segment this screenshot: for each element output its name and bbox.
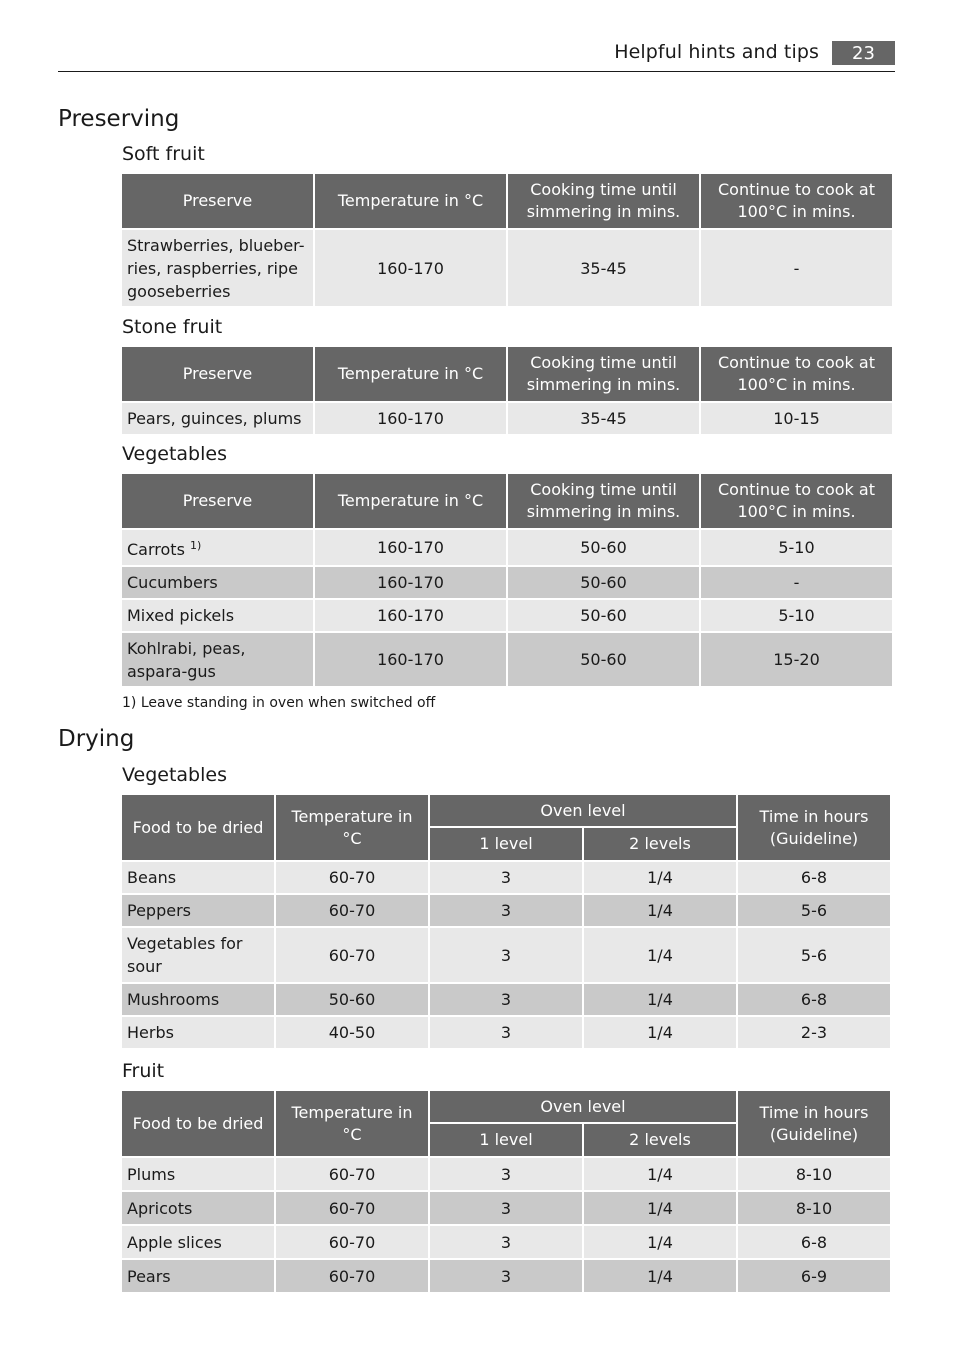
stone-fruit-table	[120, 345, 894, 436]
cell-temperature: 160-170	[315, 530, 506, 565]
table-row	[122, 567, 892, 598]
cell-temperature: 60-70	[276, 895, 428, 926]
cell-temperature: 160-170	[315, 633, 506, 686]
cell-cooking-time: 50-60	[508, 567, 699, 598]
cell-2-levels: 1/4	[584, 984, 736, 1015]
cell-food: Plums	[122, 1158, 274, 1190]
table-row	[122, 1017, 890, 1048]
col-header-preserve: Preserve	[122, 174, 313, 228]
cell-food: Apricots	[122, 1192, 274, 1224]
section-title-preserving: Preserving	[58, 106, 180, 132]
cell-1-level: 3	[430, 895, 582, 926]
col-header-temperature: Temperature in °C	[315, 174, 506, 228]
subsection-title-preserving-vegetables: Vegetables	[122, 443, 227, 465]
cell-time: 6-8	[738, 984, 890, 1015]
col-header-temperature: Temperature in °C	[276, 1091, 428, 1156]
page-number: 23	[832, 41, 895, 65]
table-row	[122, 633, 892, 686]
cell-1-level: 3	[430, 1260, 582, 1292]
cell-food: Mushrooms	[122, 984, 274, 1015]
cell-time: 8-10	[738, 1192, 890, 1224]
cell-1-level: 3	[430, 1017, 582, 1048]
col-header-food: Food to be dried	[122, 795, 274, 860]
cell-2-levels: 1/4	[584, 895, 736, 926]
table-header-row	[122, 174, 892, 228]
col-header-temperature: Temperature in °C	[315, 347, 506, 401]
table-row	[122, 530, 892, 565]
cell-cooking-time: 50-60	[508, 530, 699, 565]
cell-food: Peppers	[122, 895, 274, 926]
col-header-continue-cook: Continue to cook at 100°C in mins.	[701, 347, 892, 401]
col-header-1-level: 1 level	[430, 828, 582, 860]
col-header-preserve: Preserve	[122, 347, 313, 401]
col-header-cooking-time: Cooking time until simmering in mins.	[508, 174, 699, 228]
cell-time: 6-9	[738, 1260, 890, 1292]
cell-food: Vegetables for sour	[122, 928, 274, 982]
col-header-cooking-time: Cooking time until simmering in mins.	[508, 347, 699, 401]
subsection-title-drying-vegetables: Vegetables	[122, 764, 227, 786]
preserving-vegetables-table	[120, 472, 894, 688]
subsection-title-drying-fruit: Fruit	[122, 1060, 165, 1082]
page-header	[58, 40, 895, 72]
cell-temperature: 60-70	[276, 1158, 428, 1190]
cell-temperature: 160-170	[315, 403, 506, 434]
cell-preserve-text: Carrots	[127, 540, 185, 559]
drying-vegetables-table	[120, 793, 892, 1050]
col-header-1-level: 1 level	[430, 1124, 582, 1156]
subsection-title-soft-fruit: Soft fruit	[122, 143, 205, 165]
table-row	[122, 1226, 890, 1258]
cell-temperature: 160-170	[315, 230, 506, 306]
table-header-row	[122, 474, 892, 528]
cell-food: Herbs	[122, 1017, 274, 1048]
col-header-preserve: Preserve	[122, 474, 313, 528]
table-row	[122, 862, 890, 893]
footnote-marker: 1)	[190, 539, 202, 552]
cell-2-levels: 1/4	[584, 928, 736, 982]
col-header-time: Time in hours (Guideline)	[738, 1091, 890, 1156]
col-header-temperature: Temperature in °C	[315, 474, 506, 528]
cell-preserve: Cucumbers	[122, 567, 313, 598]
cell-continue-cook: 5-10	[701, 600, 892, 631]
cell-temperature: 60-70	[276, 1260, 428, 1292]
table-row	[122, 1158, 890, 1190]
table-row	[122, 1192, 890, 1224]
cell-temperature: 40-50	[276, 1017, 428, 1048]
table-row	[122, 895, 890, 926]
cell-1-level: 3	[430, 1226, 582, 1258]
cell-cooking-time: 50-60	[508, 600, 699, 631]
col-header-temperature: Temperature in °C	[276, 795, 428, 860]
table-row	[122, 1260, 890, 1292]
cell-cooking-time: 50-60	[508, 633, 699, 686]
table-header-row	[122, 1091, 890, 1122]
footnote: 1) Leave standing in oven when switched off	[122, 695, 436, 711]
cell-1-level: 3	[430, 928, 582, 982]
cell-1-level: 3	[430, 1192, 582, 1224]
cell-food: Beans	[122, 862, 274, 893]
table-row	[122, 928, 890, 982]
cell-temperature: 60-70	[276, 1192, 428, 1224]
cell-time: 5-6	[738, 928, 890, 982]
cell-temperature: 160-170	[315, 567, 506, 598]
cell-time: 5-6	[738, 895, 890, 926]
table-row	[122, 403, 892, 434]
cell-temperature: 50-60	[276, 984, 428, 1015]
cell-cooking-time: 35-45	[508, 403, 699, 434]
cell-time: 6-8	[738, 1226, 890, 1258]
cell-2-levels: 1/4	[584, 1192, 736, 1224]
col-header-cooking-time: Cooking time until simmering in mins.	[508, 474, 699, 528]
col-header-oven-level: Oven level	[430, 795, 736, 826]
cell-time: 8-10	[738, 1158, 890, 1190]
drying-fruit-table	[120, 1089, 892, 1294]
col-header-2-levels: 2 levels	[584, 1124, 736, 1156]
cell-2-levels: 1/4	[584, 862, 736, 893]
cell-food: Apple slices	[122, 1226, 274, 1258]
header-title: Helpful hints and tips	[614, 41, 819, 63]
cell-food: Pears	[122, 1260, 274, 1292]
table-header-row	[122, 347, 892, 401]
cell-time: 6-8	[738, 862, 890, 893]
col-header-continue-cook: Continue to cook at 100°C in mins.	[701, 474, 892, 528]
cell-2-levels: 1/4	[584, 1226, 736, 1258]
subsection-title-stone-fruit: Stone fruit	[122, 316, 223, 338]
cell-preserve: Strawberries, blueber-ries, raspberries, ripe gooseberries	[122, 230, 313, 306]
cell-2-levels: 1/4	[584, 1017, 736, 1048]
cell-2-levels: 1/4	[584, 1158, 736, 1190]
table-row	[122, 600, 892, 631]
cell-preserve: Mixed pickels	[122, 600, 313, 631]
cell-preserve: Pears, guinces, plums	[122, 403, 313, 434]
cell-temperature: 60-70	[276, 1226, 428, 1258]
cell-preserve	[122, 530, 313, 565]
cell-temperature: 60-70	[276, 928, 428, 982]
col-header-continue-cook: Continue to cook at 100°C in mins.	[701, 174, 892, 228]
cell-continue-cook: 10-15	[701, 403, 892, 434]
col-header-food: Food to be dried	[122, 1091, 274, 1156]
cell-cooking-time: 35-45	[508, 230, 699, 306]
cell-1-level: 3	[430, 984, 582, 1015]
col-header-time: Time in hours (Guideline)	[738, 795, 890, 860]
cell-1-level: 3	[430, 1158, 582, 1190]
cell-1-level: 3	[430, 862, 582, 893]
cell-continue-cook: -	[701, 567, 892, 598]
table-row	[122, 984, 890, 1015]
cell-continue-cook: -	[701, 230, 892, 306]
cell-continue-cook: 5-10	[701, 530, 892, 565]
cell-continue-cook: 15-20	[701, 633, 892, 686]
section-title-drying: Drying	[58, 726, 135, 752]
cell-time: 2-3	[738, 1017, 890, 1048]
table-header-row	[122, 795, 890, 826]
cell-preserve: Kohlrabi, peas, aspara-gus	[122, 633, 313, 686]
soft-fruit-table	[120, 172, 894, 308]
cell-temperature: 60-70	[276, 862, 428, 893]
cell-temperature: 160-170	[315, 600, 506, 631]
table-row	[122, 230, 892, 306]
cell-2-levels: 1/4	[584, 1260, 736, 1292]
col-header-oven-level: Oven level	[430, 1091, 736, 1122]
col-header-2-levels: 2 levels	[584, 828, 736, 860]
